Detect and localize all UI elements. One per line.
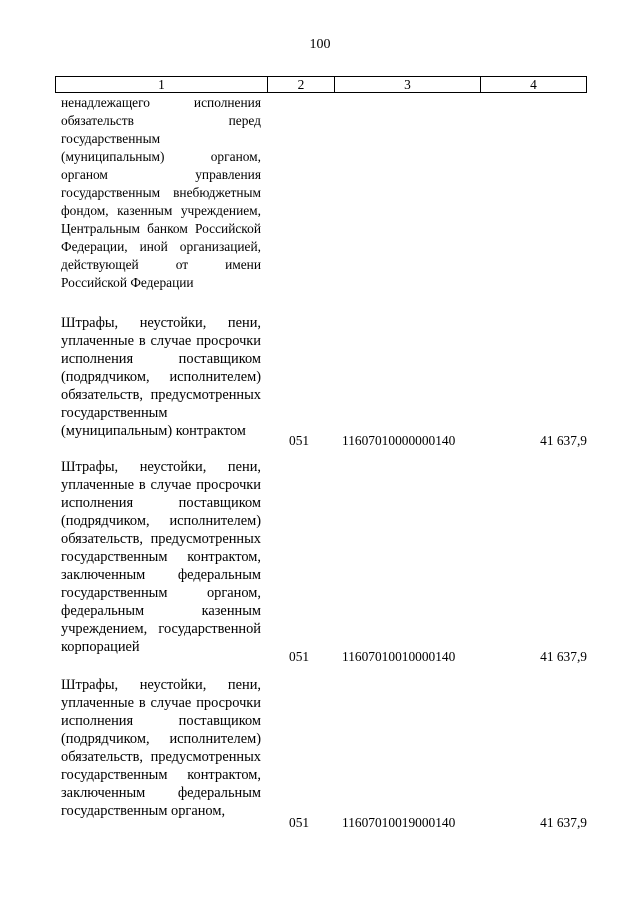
page-number: 100 — [309, 37, 331, 52]
row-amount: 41 637,9 — [540, 815, 587, 830]
table-row — [0, 314, 640, 450]
table-header — [55, 76, 587, 93]
row-description: Штрафы, неустойки, пени, уплаченные в случае просрочки исполнения поставщиком (подрядчиком, исполнителем) обязательств, предусмотренных государственным контрактом, заключенным федеральным государственным органом, федеральным казенным учреждением, государственной корпорацией — [61, 459, 261, 655]
row-code: 051 — [289, 815, 310, 830]
row-description: Штрафы, неустойки, пени, уплаченные в случае просрочки исполнения поставщиком (подрядчиком, исполнителем) обязательств, предусмотренных государственным (муниципальным) контрактом — [61, 315, 261, 439]
row-code: 051 — [289, 433, 310, 448]
table-row — [0, 458, 640, 666]
row-description: ненадлежащего исполнения обязательств перед государственным (муниципальным) органом, органом управления государственным внебюджетным фондом, казенным учреждением, Центральным банком Российской Федерации, иной организацией, действующей от имени Российской Федерации — [61, 95, 261, 290]
row-amount: 41 637,9 — [540, 649, 587, 664]
header-col-4: 4 — [530, 77, 537, 92]
row-amount: 41 637,9 — [540, 433, 587, 448]
row-kbk: 11607010000000140 — [342, 433, 456, 448]
header-col-3: 3 — [335, 77, 481, 92]
row-kbk: 11607010010000140 — [342, 649, 456, 664]
row-code: 051 — [289, 649, 310, 664]
table-row — [0, 676, 640, 832]
header-col-2: 2 — [268, 77, 335, 92]
row-description: Штрафы, неустойки, пени, уплаченные в случае просрочки исполнения поставщиком (подрядчиком, исполнителем) обязательств, предусмотренных государственным контрактом, заключенным федеральным государственным органом, — [61, 677, 261, 819]
row-kbk: 11607010019000140 — [342, 815, 456, 830]
header-col-1: 1 — [56, 77, 268, 92]
table-row — [0, 94, 640, 310]
